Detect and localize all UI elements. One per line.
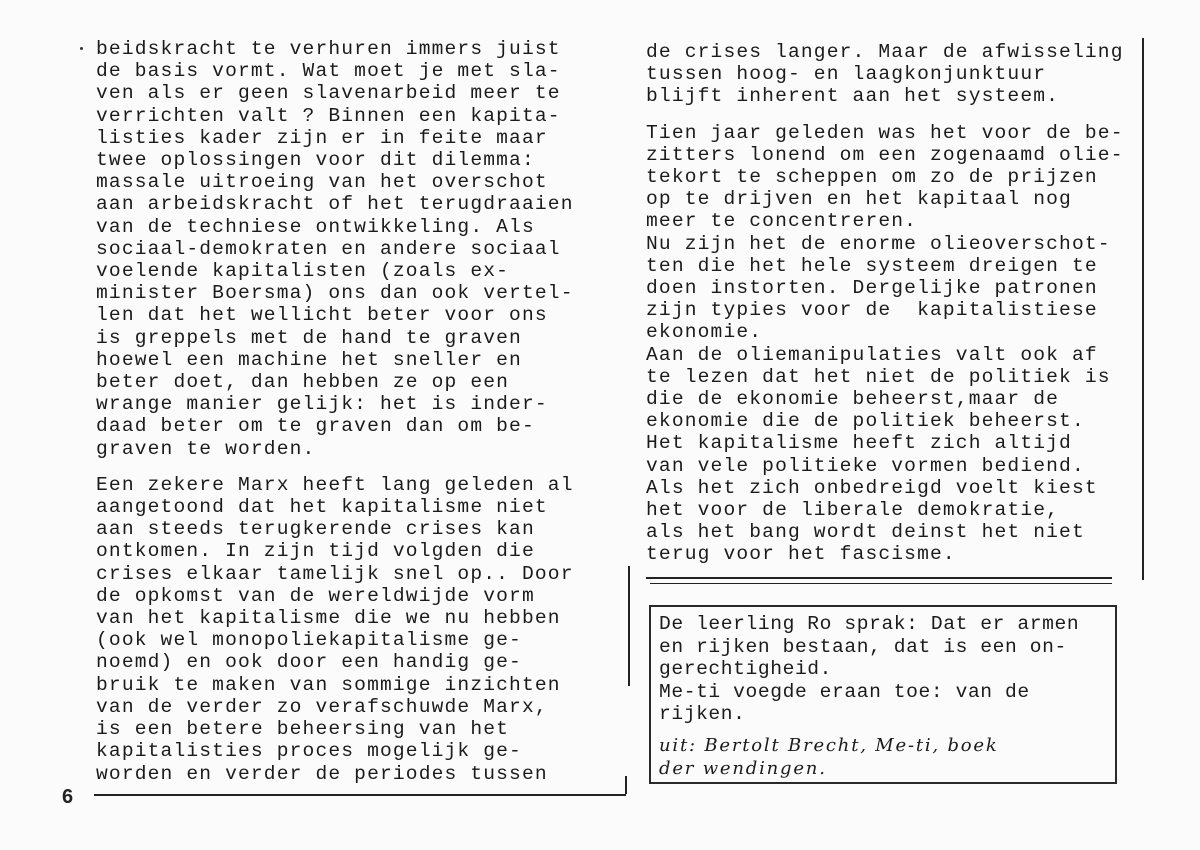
quote-source bbox=[659, 735, 999, 780]
text-line: ekonomie die de politiek beheerst. bbox=[646, 410, 1085, 433]
text-line: wrange manier gelijk: het is inder- bbox=[96, 393, 548, 416]
left-column-bottom-rule bbox=[94, 794, 626, 796]
left-column bbox=[96, 38, 574, 785]
quote-line: der wendingen. bbox=[659, 757, 827, 779]
text-line: Een zekere Marx heeft lang geleden al bbox=[96, 473, 574, 496]
text-line: aan steeds terugkerende crises kan bbox=[96, 518, 535, 541]
text-line: het voor de liberale demokratie, bbox=[646, 499, 1060, 522]
text-line: beidskracht te verhuren immers juist bbox=[96, 38, 561, 60]
left-column-end-tick bbox=[625, 776, 627, 794]
text-line: te lezen dat het niet de politiek is bbox=[646, 365, 1111, 388]
text-line: van het kapitalisme die we nu hebben bbox=[96, 607, 561, 630]
text-line: van de verder zo verafschuwde Marx, bbox=[96, 695, 548, 718]
page-number: 6 bbox=[62, 786, 74, 808]
text-line: zitters lonend om een zogenaamd olie- bbox=[646, 143, 1124, 166]
text-line: van de techniese ontwikkeling. Als bbox=[96, 215, 535, 238]
text-line: de opkomst van de wereldwijde vorm bbox=[96, 584, 535, 607]
paragraph-gap bbox=[96, 460, 574, 474]
text-line: op te drijven en het kapitaal nog bbox=[646, 188, 1072, 211]
section-separator-rule bbox=[646, 577, 1112, 579]
text-line: de crises langer. Maar de afwisseling bbox=[646, 41, 1124, 63]
right-column bbox=[646, 41, 1124, 566]
text-line: (ook wel monopoliekapitalisme ge- bbox=[96, 629, 522, 652]
text-line: Als het zich onbedreigd voelt kiest bbox=[646, 476, 1098, 499]
paragraph bbox=[646, 41, 1124, 108]
text-line: ven als er geen slavenarbeid meer te bbox=[96, 82, 561, 105]
paragraph bbox=[96, 474, 574, 785]
text-line: die de ekonomie beheerst,maar de bbox=[646, 388, 1060, 411]
text-line: voelende kapitalisten (zoals ex- bbox=[96, 260, 510, 283]
text-line: zijn typies voor de kapitalistiese bbox=[646, 299, 1098, 322]
quote-line: rijken. bbox=[659, 703, 746, 726]
text-line: verrichten valt ? Binnen een kapita- bbox=[96, 104, 561, 127]
text-line: daad beter om te graven dan om be- bbox=[96, 415, 535, 438]
margin-dot bbox=[80, 47, 83, 50]
quote-line: en rijken bestaan, dat is een on- bbox=[659, 635, 1067, 658]
text-line: Tien jaar geleden was het voor de be- bbox=[646, 121, 1124, 144]
text-line: aangetoond dat het kapitalisme niet bbox=[96, 496, 548, 519]
text-line: als het bang wordt deinst het niet bbox=[646, 521, 1085, 544]
text-line: worden en verder de periodes tussen bbox=[96, 762, 548, 785]
right-column-divider bbox=[628, 566, 630, 686]
text-line: minister Boersma) ons dan ook vertel- bbox=[96, 282, 574, 305]
text-line: terug voor het fascisme. bbox=[646, 543, 956, 566]
text-line: noemd) en ook door een handig ge- bbox=[96, 651, 522, 674]
text-line: Nu zijn het de enorme olieoverschot- bbox=[646, 232, 1111, 255]
quote-box bbox=[649, 605, 1117, 784]
text-line: sociaal-demokraten en andere sociaal bbox=[96, 237, 561, 260]
text-line: meer te concentreren. bbox=[646, 210, 918, 233]
text-line: doen instorten. Dergelijke patronen bbox=[646, 277, 1098, 300]
text-line: blijft inherent aan het systeem. bbox=[646, 85, 1060, 108]
text-line: tussen hoog- en laagkonjunktuur bbox=[646, 63, 1047, 86]
text-line: is greppels met de hand te graven bbox=[96, 326, 522, 349]
text-line: ontkomen. In zijn tijd volgden die bbox=[96, 540, 535, 563]
quote-text bbox=[659, 613, 1079, 726]
text-line: is een betere beheersing van het bbox=[96, 718, 510, 741]
text-line: len dat het wellicht beter voor ons bbox=[96, 304, 548, 327]
text-line: listies kader zijn er in feite maar bbox=[96, 126, 548, 149]
text-line: crises elkaar tamelijk snel op.. Door bbox=[96, 562, 574, 585]
text-line: twee oplossingen voor dit dilemma: bbox=[96, 149, 535, 172]
text-line: graven te worden. bbox=[96, 437, 316, 460]
text-line: massale uitroeing van het overschot bbox=[96, 171, 548, 194]
text-line: beter doet, dan hebben ze op een bbox=[96, 371, 510, 394]
text-line: tekort te scheppen om zo de prijzen bbox=[646, 166, 1098, 189]
quote-line: gerechtigheid. bbox=[659, 658, 833, 681]
text-line: van vele politieke vormen bediend. bbox=[646, 454, 1085, 477]
quote-line: De leerling Ro sprak: Dat er armen bbox=[659, 613, 1080, 635]
text-line: kapitalisties proces mogelijk ge- bbox=[96, 740, 522, 763]
paragraph bbox=[96, 38, 574, 460]
text-line: hoewel een machine het sneller en bbox=[96, 348, 522, 371]
text-line: bruik te maken van sommige inzichten bbox=[96, 673, 561, 696]
text-line: aan arbeidskracht of het terugdraaien bbox=[96, 193, 574, 216]
text-line: ten die het hele systeem dreigen te bbox=[646, 254, 1098, 277]
section-separator-rule-2 bbox=[650, 583, 1112, 584]
paragraph bbox=[646, 122, 1124, 566]
text-line: Aan de oliemanipulaties valt ook af bbox=[646, 343, 1098, 366]
quote-line: Me-ti voegde eraan toe: van de bbox=[659, 680, 1030, 703]
text-line: Het kapitalisme heeft zich altijd bbox=[646, 432, 1072, 455]
text-line: ekonomie. bbox=[646, 321, 763, 344]
paragraph-gap bbox=[646, 108, 1124, 122]
text-line: de basis vormt. Wat moet je met sla- bbox=[96, 60, 561, 83]
quote-line: uit: Bertolt Brecht, Me-ti, boek bbox=[659, 735, 999, 756]
right-column-top-rule bbox=[1142, 38, 1144, 580]
